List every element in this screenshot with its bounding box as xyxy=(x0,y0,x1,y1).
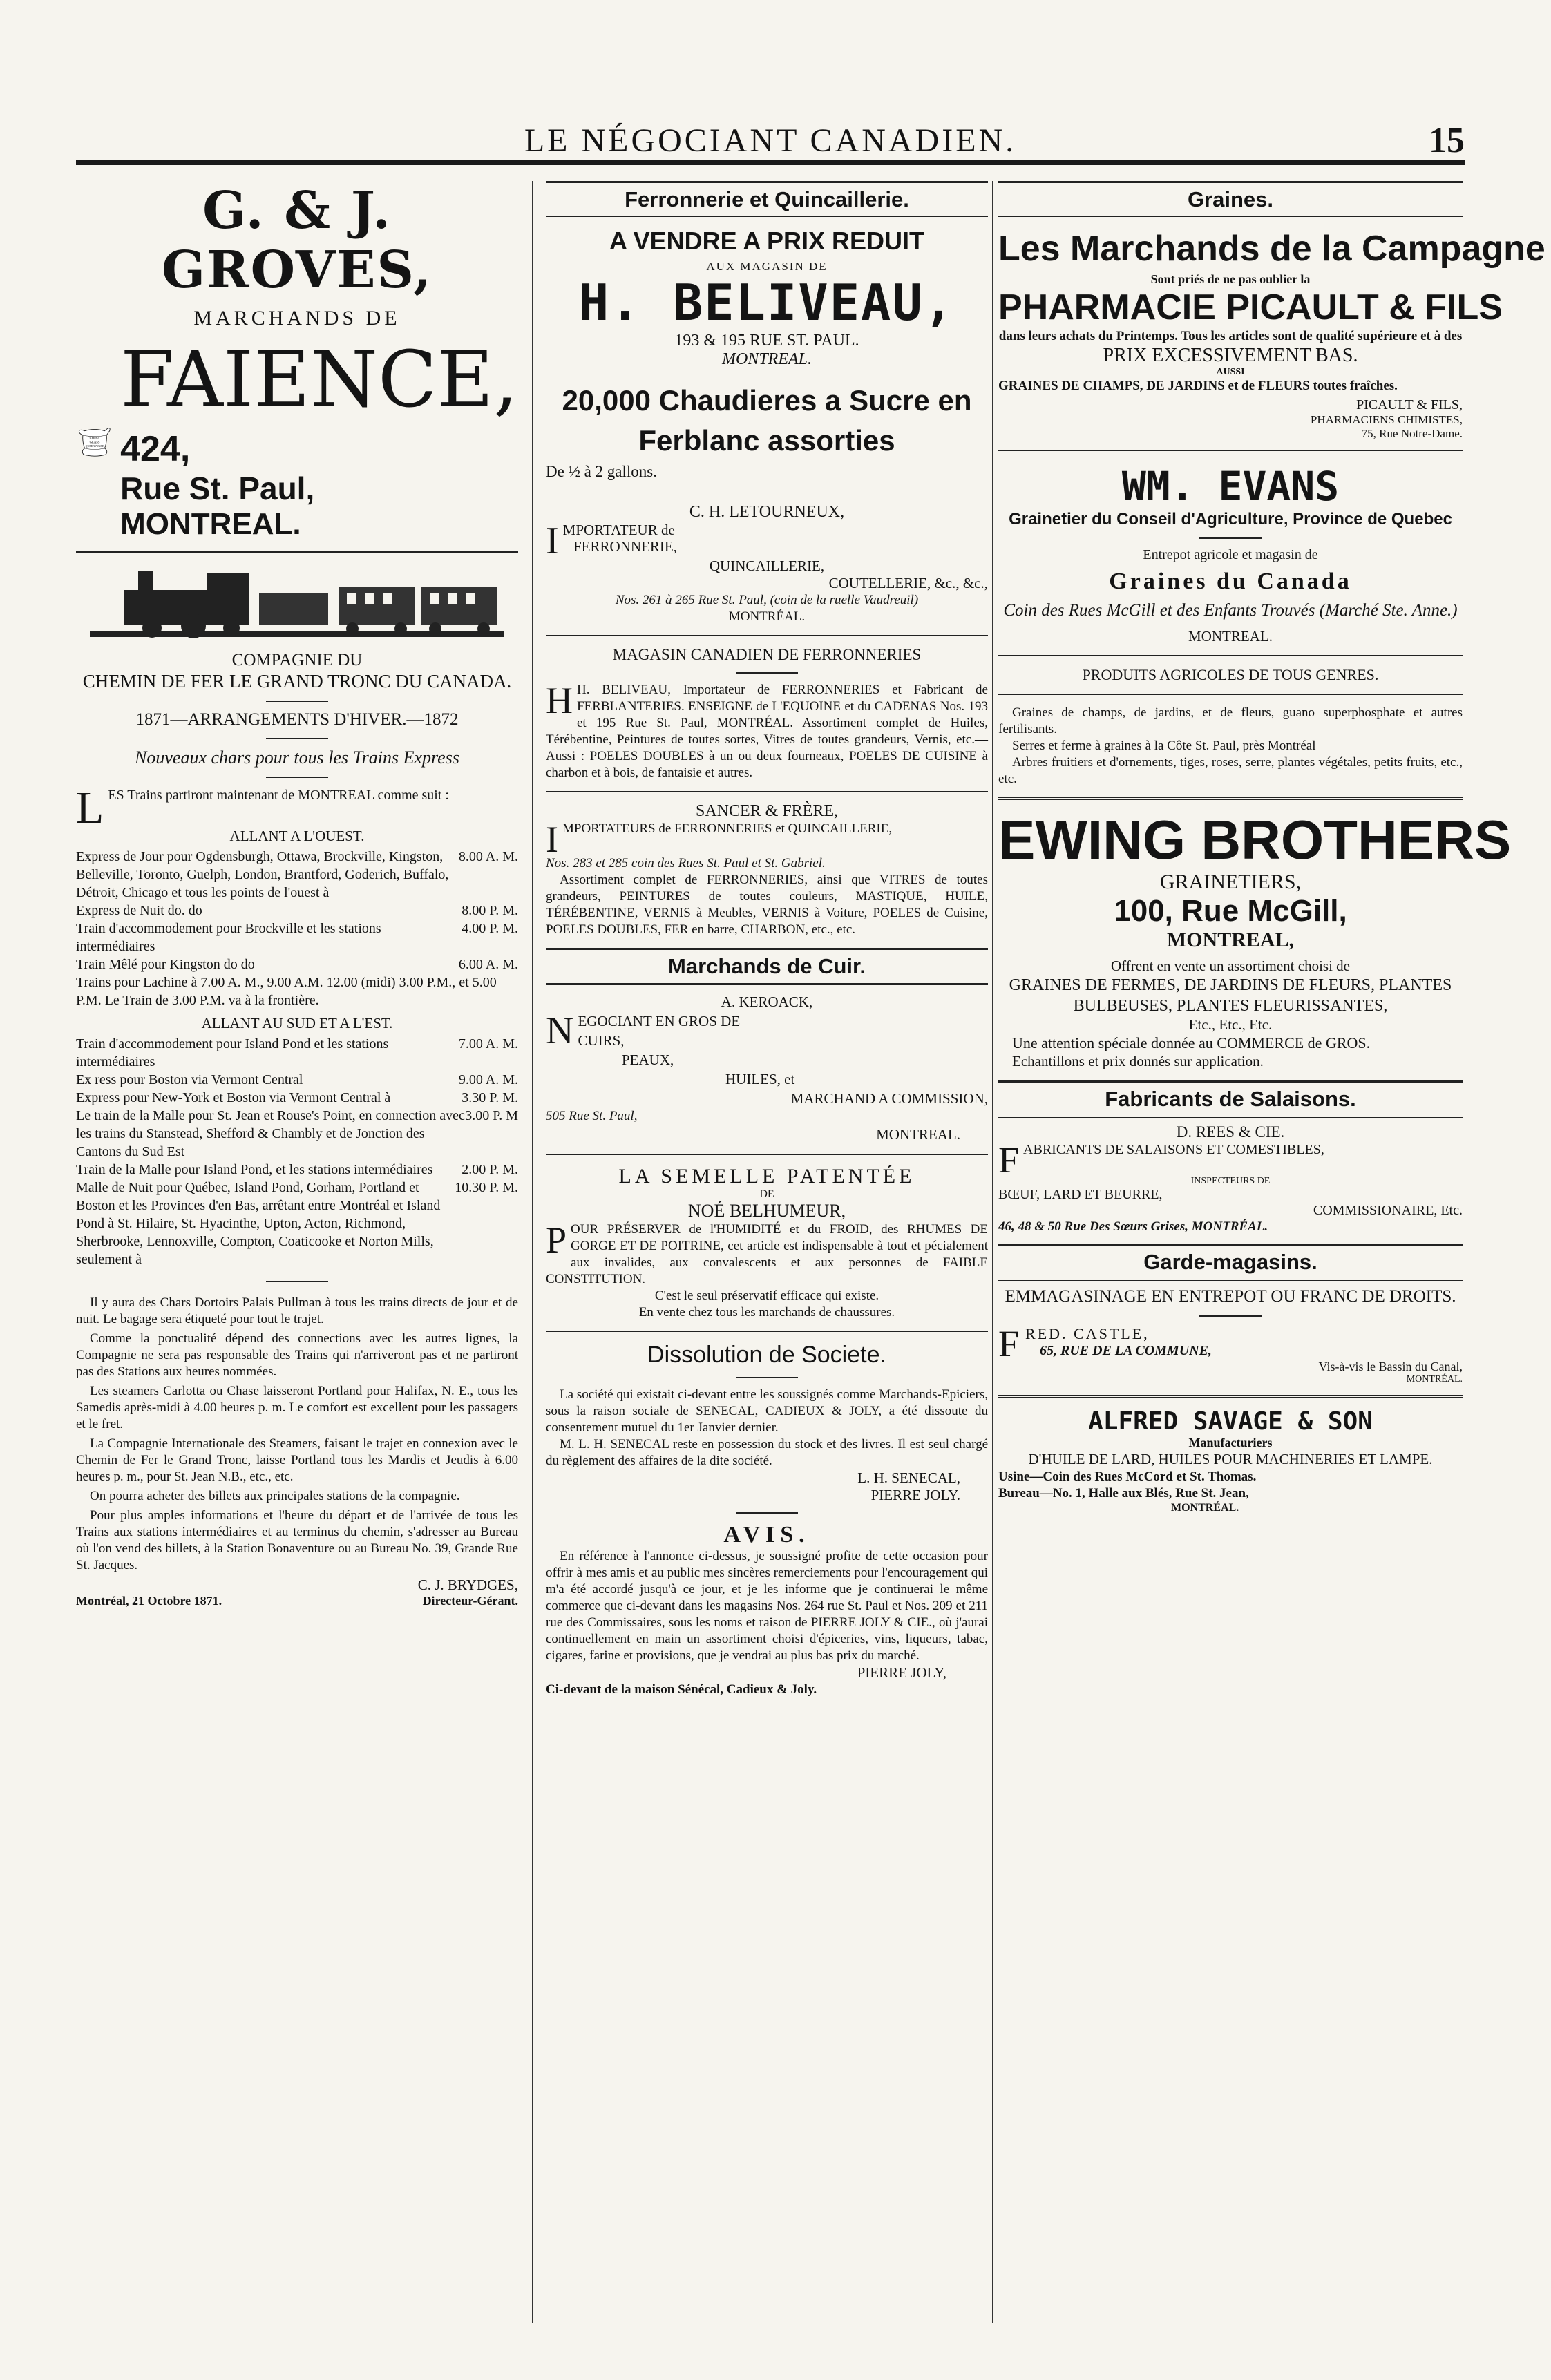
rees-line: ABRICANTS DE SALAISONS ET COMESTIBLES, xyxy=(1023,1142,1324,1157)
beliveau-city: MONTREAL. xyxy=(721,350,812,368)
gtr-note: Il y aura des Chars Dortoirs Palais Pullman à tous les trains directs de jour et de nuit. Le bagage sera étiqueté pour tout le trajet. xyxy=(76,1295,518,1326)
semelle-ad xyxy=(546,1165,988,1321)
castle-name: RED. CASTLE, xyxy=(1025,1325,1150,1342)
timetable-row xyxy=(76,920,518,955)
picault-sub: Sont priés de ne pas oublier la xyxy=(1150,272,1311,286)
jug-word-glass: GLASS xyxy=(89,441,100,445)
savage-line: Bureau—No. 1, Halle aux Blés, Rue St. Jean, xyxy=(998,1486,1249,1501)
ewing-address: 100, Rue McGill, xyxy=(1114,894,1347,928)
timetable-time: 3.30 P. M. xyxy=(462,1090,518,1105)
timetable-desc: Train de la Malle pour Island Pond, et les stations intermédiaires xyxy=(76,1162,433,1177)
ewing-name: EWING BROTHERS xyxy=(998,809,1512,870)
evans-name: WM. EVANS xyxy=(1121,463,1340,510)
gtr-west-list xyxy=(76,848,518,1009)
savage-city: MONTRÉAL. xyxy=(1171,1502,1239,1514)
picault-head1: Les Marchands de la Campagne xyxy=(998,229,1545,269)
gtr-east-list xyxy=(76,1035,518,1268)
castle-ad xyxy=(998,1286,1463,1385)
evans-coin: Coin des Rues McGill et des Enfants Trouvés (Marché Ste. Anne.) xyxy=(1003,601,1458,620)
sancer-body2: Assortiment complet de FERRONNERIES, ainsi que VITRES de toutes grandeurs, PEINTURES de toutes couleurs, MASTIQUE, HUILE, TÉRÉBENTINE, VERNIS à Meubles, VERNIS à Voiture, POELES de Cuisine, POELES DOUBLES, FER en barre, CHARBON, etc., etc. xyxy=(546,873,988,937)
column-rule xyxy=(992,181,993,2323)
dissolution-sig: PIERRE JOLY. xyxy=(870,1487,960,1503)
rees-line: COMMISSIONAIRE, Etc. xyxy=(1313,1203,1463,1218)
timetable-desc: Malle de Nuit pour Québec, Island Pond, Gorham, Portland et Boston et les Provinces d'en Bas, arrêtant entre Montréal et Island Pond à St. Hilaire, St. Hyacinthe, Upton, Acton, Richmond, Sherbrooke, Lennoxville, Compton, Coaticooke et Norton Mills, seulement à xyxy=(76,1180,441,1267)
groves-name: G. & J. GROVES, xyxy=(161,181,433,300)
timetable-time: 6.00 A. M. xyxy=(458,957,518,972)
gtr-sign-title: Directeur-Gérant. xyxy=(422,1594,518,1608)
gtr-intro-text: ES Trains partiront maintenant de MONTREAL comme suit : xyxy=(108,788,449,803)
magasin-canadien-cap: H xyxy=(546,680,573,721)
gtr-note: On pourra acheter des billets aux principales stations de la compagnie. xyxy=(90,1489,460,1503)
semelle-de: DE xyxy=(759,1188,774,1200)
timetable-row xyxy=(76,955,518,973)
timetable-desc: Express pour New-York et Boston via Vermont Central à xyxy=(76,1090,391,1105)
column-2 xyxy=(546,181,988,1698)
timetable-time: 3.00 P. M xyxy=(465,1108,518,1123)
timetable-desc: Trains pour Lachine à 7.00 A. M., 9.00 A.M. 12.00 (midi) 3.00 P.M., et 5.00 P.M. Le Train de 3.00 P.M. va à la frontière. xyxy=(76,975,497,1008)
timetable-desc: Express de Jour pour Ogdensburgh, Ottawa, Brockville, Kingston, Belleville, Toronto, Guelph, London, Brantford, Goderich, Buffalo, Détroit, Chicago et tous les points de l'ouest à xyxy=(76,849,449,900)
timetable-row xyxy=(76,848,518,902)
sancer-name: SANCER & FRÈRE, xyxy=(695,802,839,820)
pitcher-illustration xyxy=(76,341,113,542)
keroack-address: 505 Rue St. Paul, xyxy=(546,1109,638,1123)
jug-word-china: CHINA xyxy=(89,437,100,441)
avis-tail: Ci-devant de la maison Sénécal, Cadieux & Joly. xyxy=(546,1682,817,1697)
magasin-canadien-ad xyxy=(546,646,988,781)
ewing-body: Echantillons et prix donnés sur application. xyxy=(1012,1053,1264,1069)
beliveau-gallons: De ½ à 2 gallons. xyxy=(546,463,657,480)
rees-line: INSPECTEURS DE xyxy=(1190,1176,1271,1186)
keroack-ad xyxy=(546,992,988,1144)
letourneux-name: C. H. LETOURNEUX, xyxy=(689,503,845,521)
gtr-season: 1871—ARRANGEMENTS D'HIVER.—1872 xyxy=(135,710,459,729)
keroack-line: CUIRS, xyxy=(578,1032,625,1049)
picault-body: dans leurs achats du Printemps. Tous les articles sont de qualité supérieure et à des xyxy=(998,329,1463,343)
timetable-row xyxy=(76,902,518,920)
evans-body: Arbres fruitiers et d'ornements, tiges, roses, serre, plantes végétales, petits fruits, etc., etc. xyxy=(998,755,1463,786)
groves-marchands: MARCHANDS DE xyxy=(193,307,401,330)
timetable-row xyxy=(76,1161,518,1179)
rees-ad xyxy=(998,1123,1463,1235)
beliveau-name: H. BELIVEAU, xyxy=(578,274,955,332)
picault-ad xyxy=(998,228,1545,441)
timetable-time: 10.30 P. M. xyxy=(455,1180,518,1195)
dissolution-sig: L. H. SENECAL, xyxy=(857,1469,960,1486)
castle-address: 65, RUE DE LA COMMUNE, xyxy=(1040,1343,1212,1358)
ewing-body: Offrent en vente un assortiment choisi de xyxy=(1110,958,1351,974)
masthead xyxy=(76,117,1465,165)
semelle-cap: P xyxy=(546,1219,567,1261)
savage-line: Usine—Coin des Rues McCord et St. Thomas. xyxy=(998,1469,1257,1484)
picault-sig: PICAULT & FILS, xyxy=(1356,397,1463,412)
rees-name: D. REES & CIE. xyxy=(1176,1123,1285,1141)
ewing-body: Etc., Etc., Etc. xyxy=(1188,1016,1273,1033)
gtr-company: COMPAGNIE DU xyxy=(231,651,363,669)
timetable-desc: Express de Nuit do. do xyxy=(76,903,202,918)
castle-line: Vis-à-vis le Bassin du Canal, xyxy=(1318,1360,1463,1373)
avis-sig: PIERRE JOLY, xyxy=(857,1664,946,1681)
beliveau-vendre: A VENDRE A PRIX REDUIT xyxy=(609,227,925,255)
evans-body: Serres et ferme à graines à la Côte St. Paul, près Montréal xyxy=(1012,739,1316,753)
gtr-note: Comme la ponctualité dépend des connections avec les autres lignes, la Compagnie ne sera pas responsable des Trains qui n'arriveront pas et ne partiront pas des Stations aux heures nommées. xyxy=(76,1331,518,1379)
semelle-line: C'est le seul préservatif efficace qui existe. xyxy=(654,1288,879,1303)
beliveau-ferblanc: Ferblanc assorties xyxy=(638,424,895,457)
keroack-line: EGOCIANT EN GROS DE xyxy=(578,1013,741,1029)
savage-ad xyxy=(998,1407,1463,1514)
timetable-row xyxy=(76,1071,518,1089)
savage-name: ALFRED SAVAGE & SON xyxy=(1088,1407,1373,1436)
semelle-body: OUR PRÉSERVER de l'HUMIDITÉ et du FROID, des RHUMES DE GORGE ET DE POITRINE, cet article est indispensable à tout et pécialement aux invalides, aux convalescents et aux personnes de FAIBLE CONSTITUTION. xyxy=(546,1222,988,1286)
ewing-ad xyxy=(998,809,1512,1071)
gtr-sign-date: Montréal, 21 Octobre 1871. xyxy=(76,1594,222,1608)
timetable-desc: Train Mêlé pour Kingston do do xyxy=(76,957,255,972)
dissolution-head: Dissolution de Societe. xyxy=(647,1342,886,1368)
ewing-city: MONTREAL, xyxy=(1166,929,1295,951)
evans-graines: Graines du Canada xyxy=(1109,569,1352,594)
timetable-row xyxy=(76,1179,518,1268)
keroack-line: HUILES, et xyxy=(725,1071,795,1087)
letourneux-line: FERRONNERIE, xyxy=(573,538,677,555)
picault-aussi: AUSSI xyxy=(1216,367,1245,377)
gtr-note: Les steamers Carlotta ou Chase laisseront Portland pour Halifax, N. E., tous les Samedis après-midi à 4.00 heures p. m. Le comfort est excellent pour les passagers et le fret. xyxy=(76,1384,518,1431)
letourneux-cap: I xyxy=(546,520,559,562)
locomotive-illustration xyxy=(76,562,518,645)
masthead-title: LE NÉGOCIANT CANADIEN. xyxy=(524,122,1017,159)
timetable-time: 4.00 P. M. xyxy=(462,921,518,936)
timetable-row xyxy=(76,1089,518,1107)
section-header: Graines. xyxy=(998,181,1463,218)
rees-cap: F xyxy=(998,1139,1020,1181)
timetable-desc: Le train de la Malle pour St. Jean et Rouse's Point, en connection avec les trains du Stanstead, Shefford & Chambly et de Jonction des Cantons du Sud Est xyxy=(76,1108,465,1159)
picault-sig: PHARMACIENS CHIMISTES, xyxy=(1310,413,1463,426)
beliveau-magasin: AUX MAGASIN DE xyxy=(706,260,828,273)
timetable-row xyxy=(76,1107,518,1161)
column-1 xyxy=(76,181,518,1608)
picault-graines: GRAINES DE CHAMPS, DE JARDINS et de FLEURS toutes fraîches. xyxy=(998,379,1398,393)
evans-city: MONTREAL. xyxy=(1188,628,1273,645)
timetable-row xyxy=(76,973,518,1009)
gtr-intro xyxy=(76,783,518,833)
timetable-time: 8.00 A. M. xyxy=(458,849,518,864)
evans-entrepot: Entrepot agricole et magasin de xyxy=(1143,547,1318,562)
jug-word-queensware: QUEENSWARE xyxy=(85,444,104,448)
picault-sig: 75, Rue Notre-Dame. xyxy=(1361,427,1463,440)
page-number: 15 xyxy=(1429,121,1465,160)
evans-sub: Grainetier du Conseil d'Agriculture, Province de Quebec xyxy=(1009,510,1452,529)
timetable-time: 2.00 P. M. xyxy=(462,1162,518,1177)
dissolution-body: La société qui existait ci-devant entre les soussignés comme Marchands-Epiciers, sous la raison sociale de SENECAL, CADIEUX & JOLY, a été dissoute du consentement mutuel du 1er Janvier dernier. xyxy=(546,1387,988,1435)
timetable-row xyxy=(76,1035,518,1071)
rees-line: BŒUF, LARD ET BEURRE, xyxy=(998,1187,1163,1202)
groves-city: MONTREAL. xyxy=(120,507,301,541)
beliveau-chaudieres: 20,000 Chaudieres a Sucre en xyxy=(562,384,972,417)
evans-ad xyxy=(998,463,1463,788)
timetable-time: 7.00 A. M. xyxy=(458,1036,518,1051)
sancer-body1: MPORTATEURS de FERRONNERIES et QUINCAILLERIE, xyxy=(562,821,893,836)
dissolution-body: M. L. H. SENECAL reste en possession du stock et des livres. Il est seul chargé du règlement des affaires de la dite société. xyxy=(546,1437,988,1468)
timetable-time: 8.00 P. M. xyxy=(462,903,518,918)
gtr-name: CHEMIN DE FER LE GRAND TRONC DU CANADA. xyxy=(82,671,512,692)
castle-head: EMMAGASINAGE EN ENTREPOT OU FRANC DE DROITS. xyxy=(1005,1287,1456,1306)
gtr-note: La Compagnie Internationale des Steamers, faisant le trajet en connexion avec le Chemin de Fer le Grand Tronc, laisse Portland tous les Mardis et Jeudis à 6.00 heures p. m., pour St. Jean N.B., etc., etc. xyxy=(76,1436,518,1484)
keroack-line: MARCHAND A COMMISSION, xyxy=(790,1090,988,1107)
keroack-cap: N xyxy=(546,1009,574,1052)
groves-street: Rue St. Paul, xyxy=(120,470,315,506)
evans-produits: PRODUITS AGRICOLES DE TOUS GENRES. xyxy=(1082,666,1379,683)
section-header: Marchands de Cuir. xyxy=(546,948,988,985)
semelle-line: En vente chez tous les marchands de chaussures. xyxy=(638,1305,895,1320)
savage-sub: Manufacturiers xyxy=(1188,1436,1273,1449)
letourneux-city: MONTRÉAL. xyxy=(728,609,806,624)
letourneux-line: QUINCAILLERIE, xyxy=(709,558,825,574)
semelle-head: LA SEMELLE PATENTÉE xyxy=(618,1165,915,1188)
rees-address: 46, 48 & 50 Rue Des Sœurs Grises, MONTRÉAL. xyxy=(998,1219,1268,1234)
column-3 xyxy=(998,181,1545,1514)
letourneux-ad xyxy=(546,503,988,625)
magasin-canadien-head: MAGASIN CANADIEN DE FERRONNERIES xyxy=(612,646,922,663)
keroack-name: A. KEROACK, xyxy=(721,993,813,1010)
letourneux-address: Nos. 261 à 265 Rue St. Paul, (coin de la ruelle Vaudreuil) xyxy=(615,593,919,607)
groves-address-num: 424, xyxy=(120,429,191,469)
gtr-signer: C. J. BRYDGES, xyxy=(417,1577,518,1593)
beliveau-ad xyxy=(546,227,988,481)
gtr-express: Nouveaux chars pour tous les Trains Express xyxy=(135,748,459,768)
gtr-west-head: ALLANT A L'OUEST. xyxy=(229,828,365,844)
letourneux-line: MPORTATEUR de xyxy=(562,522,675,538)
section-header: Garde-magasins. xyxy=(998,1244,1463,1281)
groves-ad xyxy=(76,181,518,542)
keroack-city: MONTREAL. xyxy=(876,1126,960,1143)
ewing-body: GRAINES DE FERMES, DE JARDINS DE FLEURS, PLANTES BULBEUSES, PLANTES FLEURISSANTES, xyxy=(1009,976,1452,1015)
sancer-address: Nos. 283 et 285 coin des Rues St. Paul et St. Gabriel. xyxy=(546,856,826,870)
gtr-intro-cap: L xyxy=(76,783,104,833)
groves-faience: FAIENCE, xyxy=(120,335,518,425)
dissolution-ad xyxy=(546,1342,988,1504)
avis-body: En référence à l'annonce ci-dessus, je soussigné profite de cette occasion pour offrir à mes amis et au public mes sincères remerciements pour l'encouragement qui m'a été accordé jusqu'à ce jour, et je les informe que je continuerai le même commerce que ci-devant dans les magasins Nos. 264 rue St. Paul et Nos. 209 et 211 rue des Commissaires, sous les noms et raison de PIERRE JOLY & CIE., où j'aurai continuellement en main un assortiment choisi d'épiceries, vins, liqueurs, tabac, cigares, farine et provisions, que je vendrai au plus bas prix du marché. xyxy=(546,1549,988,1663)
section-header: Fabricants de Salaisons. xyxy=(998,1080,1463,1118)
keroack-line: PEAUX, xyxy=(622,1051,674,1068)
sancer-ad xyxy=(546,802,988,938)
timetable-desc: Train d'accommodement pour Brockville et les stations intermédiaires xyxy=(76,921,381,954)
magasin-canadien-body: H. BELIVEAU, Importateur de FERRONNERIES et Fabricant de FERBLANTERIES. ENSEIGNE de L'EQUOINE et du CADENAS Nos. 193 et 195 Rue St. Paul, MONTRÉAL. Assortiment complet de Huiles, Térébentine, Peintures de toutes sortes, Vitres de toutes grandeurs, Vernis, etc.—Aussi : POELES DOUBLES à un ou deux fourneaux, POELES DE CUISINE à charbon et à bois, de fantaisie et autres. xyxy=(546,683,988,780)
gtr-east-head: ALLANT AU SUD ET A L'EST. xyxy=(201,1015,393,1031)
column-rule xyxy=(532,181,533,2323)
ewing-body: Une attention spéciale donnée au COMMERCE de GROS. xyxy=(1012,1034,1371,1051)
ewing-sub: GRAINETIERS, xyxy=(1159,870,1302,893)
avis-ad xyxy=(546,1522,988,1698)
semelle-name: NOÉ BELHUMEUR, xyxy=(687,1201,846,1221)
timetable-desc: Train d'accommodement pour Island Pond et les stations intermédiaires xyxy=(76,1036,389,1069)
gtr-note: Pour plus amples informations et l'heure du départ et de l'arrivée de tous les Trains aux stations intermédiaires et au terminus du chemin, s'adresser au Bureau où l'on vend des billets, à la Station Bonaventure ou au Bureau No. 39, Grande Rue St. Jacques. xyxy=(76,1508,518,1572)
picault-head2: PHARMACIE PICAULT & FILS xyxy=(998,287,1503,327)
letourneux-line: COUTELLERIE, &c., &c., xyxy=(828,575,988,591)
castle-cap: F xyxy=(998,1323,1022,1364)
evans-body: Graines de champs, de jardins, et de fleurs, guano superphosphate et autres fertilisants. xyxy=(998,705,1463,736)
beliveau-address: 193 & 195 RUE ST. PAUL. xyxy=(674,332,859,350)
timetable-time: 9.00 A. M. xyxy=(458,1072,518,1087)
grand-trunk-ad xyxy=(76,562,518,1608)
savage-line: D'HUILE DE LARD, HUILES POUR MACHINERIES ET LAMPE. xyxy=(1028,1451,1433,1467)
picault-prix: PRIX EXCESSIVEMENT BAS. xyxy=(1103,345,1358,366)
avis-head: AVIS. xyxy=(723,1522,810,1548)
sancer-cap: I xyxy=(546,819,558,860)
castle-city: MONTRÉAL. xyxy=(1406,1374,1463,1384)
section-header: Ferronnerie et Quincaillerie. xyxy=(546,181,988,218)
timetable-desc: Ex ress pour Boston via Vermont Central xyxy=(76,1072,303,1087)
